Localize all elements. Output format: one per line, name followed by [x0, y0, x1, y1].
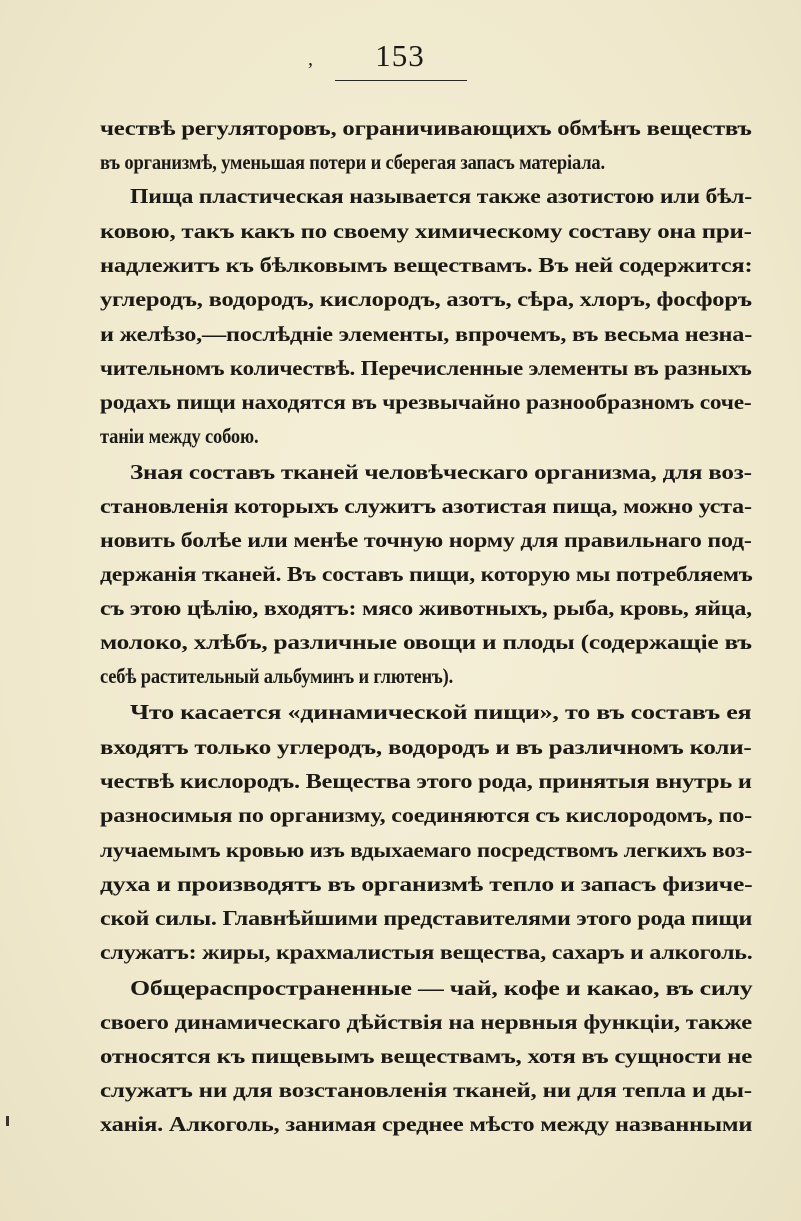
text-line: углеродъ, водородъ, кислородъ, азотъ, сѣра, хлоръ, фосфоръ [100, 287, 752, 311]
text-line: новить болѣе или менѣе точную норму для правильнаго под- [100, 528, 752, 552]
text-line: Что касается «динамической пищи», то въ составъ ея [130, 700, 752, 724]
text-line: духа и производятъ въ организмѣ тепло и запасъ физиче- [100, 872, 753, 896]
text-line: разносимыя по организму, соединяются съ кислородомъ, по- [100, 803, 752, 827]
text-line: ханія. Алкоголь, занимая среднее мѣсто между названными [100, 1112, 753, 1136]
text-line: родахъ пищи находятся въ чрезвычайно разнообразномъ соче- [100, 390, 752, 414]
text-line: себѣ растительный альбуминъ и глютенъ). [100, 664, 454, 688]
page-number: 153 [375, 38, 425, 73]
header-mark: , [308, 48, 313, 70]
text-line: чествѣ регуляторовъ, ограничивающихъ обмѣнъ веществъ [100, 116, 752, 140]
text-line: Пища пластическая называется также азотистою или бѣл- [130, 184, 752, 208]
text-line: своего динамическаго дѣйствія на нервныя функціи, также [100, 1010, 752, 1034]
text-line: держанія тканей. Въ составъ пищи, которую мы потребляемъ [100, 562, 753, 586]
text-line: Зная составъ тканей человѣческаго организма, для воз- [130, 460, 752, 484]
text-line: надлежитъ къ бѣлковымъ веществамъ. Въ ней содержится: [100, 253, 753, 277]
text-line: относятся къ пищевымъ веществамъ, хотя въ сущности не [100, 1044, 753, 1068]
text-line: съ этою цѣлію, входятъ: мясо животныхъ, рыба, кровь, яйца, [100, 596, 752, 620]
text-line: таніи между собою. [100, 424, 259, 448]
text-line: входятъ только углеродъ, водородъ и въ различномъ коли- [100, 735, 752, 759]
text-line: чествѣ кислородъ. Вещества этого рода, принятыя внутрь и [100, 769, 752, 793]
header-rule [335, 80, 467, 81]
text-line: служатъ: жиры, крахмалистыя вещества, сахаръ и алкоголь. [100, 940, 753, 964]
margin-mark [6, 1116, 9, 1126]
text-line: Общераспространенные — чай, кофе и какао, въ силу [130, 976, 753, 1000]
text-line: молоко, хлѣбъ, различные овощи и плоды (содержащіе въ [100, 630, 752, 654]
text-line: лучаемымъ кровью изъ вдыхаемаго посредствомъ легкихъ воз- [100, 838, 753, 862]
text-line: и желѣзо,—послѣдніе элементы, впрочемъ, въ весьма незна- [100, 322, 753, 346]
text-line: въ организмѣ, уменьшая потери и сберегая запасъ матеріала. [100, 150, 605, 174]
text-line: становленія которыхъ служитъ азотистая пища, можно уста- [100, 494, 752, 518]
text-line: ской силы. Главнѣйшими представителями этого рода пищи [100, 906, 753, 930]
text-line: ковою, такъ какъ по своему химическому составу она при- [100, 219, 752, 243]
page-header [0, 38, 801, 88]
text-line: чительномъ количествѣ. Перечисленные элементы въ разныхъ [100, 356, 752, 380]
text-line: служатъ ни для возстановленія тканей, ни для тепла и ды- [100, 1078, 752, 1102]
